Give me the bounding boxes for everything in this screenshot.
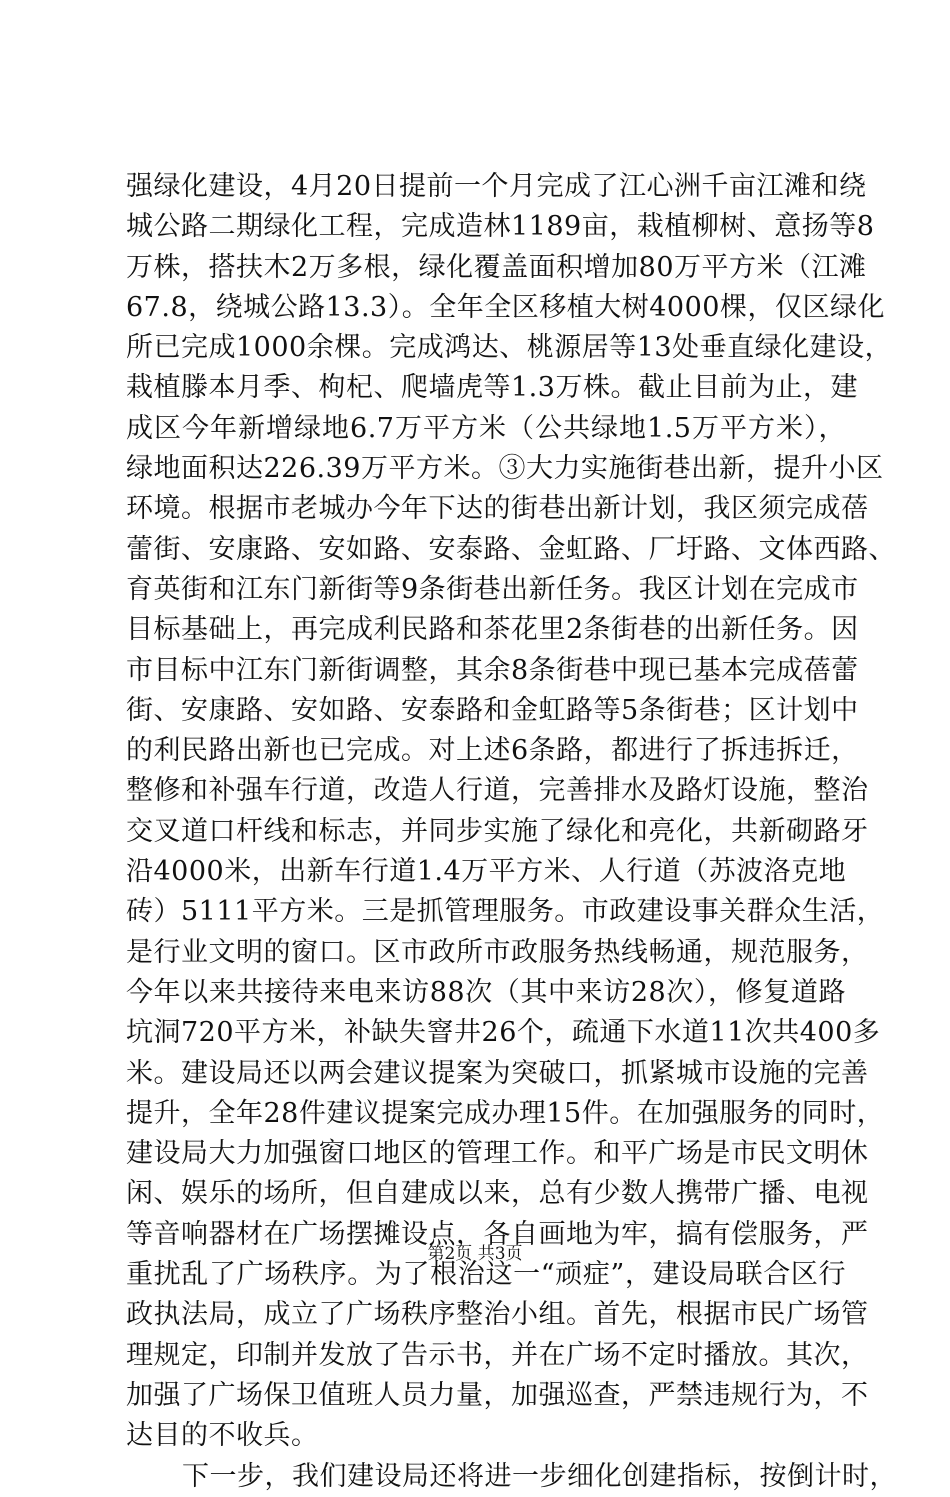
text-line: 所已完成1000余棵。完成鸿达、桃源居等13处垂直绿化建设， <box>126 332 893 364</box>
document-body <box>126 167 897 1497</box>
text-line: 沿4000米，出新车行道1.4万平方米、人行道（苏波洛克地 <box>126 856 847 888</box>
text-line: 整修和补强车行道，改造人行道，完善排水及路灯设施，整治 <box>126 775 869 807</box>
text-line: 街、安康路、安如路、安泰路和金虹路等5条街巷；区计划中 <box>126 694 859 726</box>
page-footer: 第2页 共3页 <box>427 1244 523 1264</box>
text-line: 城公路二期绿化工程，完成造林1189亩，栽植柳树、意扬等8 <box>126 211 875 243</box>
text-line: 提升，全年28件建议提案完成办理15件。在加强服务的同时， <box>126 1097 885 1129</box>
text-line: 67.8，绕城公路13.3）。全年全区移植大树4000棵，仅区绿化 <box>126 291 885 323</box>
text-line: 重扰乱了广场秩序。为了根治这一“顽症”，建设局联合区行 <box>126 1259 846 1291</box>
text-line: 育英街和江东门新街等9条街巷出新任务。我区计划在完成市 <box>126 573 859 605</box>
text-line: 环境。根据市老城办今年下达的街巷出新计划，我区须完成蓓 <box>126 493 869 525</box>
text-line: 成区今年新增绿地6.7万平方米（公共绿地1.5万平方米）， <box>126 412 846 444</box>
paragraph-end-line: 达目的不收兵。 <box>126 1420 319 1452</box>
text-line: 建设局大力加强窗口地区的管理工作。和平广场是市民文明休 <box>126 1138 869 1170</box>
text-line: 市目标中江东门新街调整，其余8条街巷中现已基本完成蓓蕾 <box>126 654 859 686</box>
text-line: 蕾街、安康路、安如路、安泰路、金虹路、厂圩路、文体西路、 <box>126 533 896 565</box>
text-line: 等音响器材在广场摆摊设点，各自画地为牢，搞有偿服务，严 <box>126 1218 869 1250</box>
text-line: 是行业文明的窗口。区市政所市政服务热线畅通，规范服务， <box>126 936 869 968</box>
text-line: 坑洞720平方米，补缺失窨井26个，疏通下水道11次共400多 <box>126 1017 881 1049</box>
text-line: 今年以来共接待来电来访88次（其中来访28次），修复道路 <box>126 976 846 1008</box>
text-line: 加强了广场保卫值班人员力量，加强巡查，严禁违规行为，不 <box>126 1379 869 1411</box>
text-line: 强绿化建设，4月20日提前一个月完成了江心洲千亩江滩和绕 <box>126 171 867 202</box>
text-line: 绿地面积达226.39万平方米。③大力实施街巷出新，提升小区 <box>126 453 884 485</box>
text-line: 闲、娱乐的场所，但自建成以来，总有少数人携带广播、电视 <box>126 1178 869 1210</box>
paragraph-start-line: 下一步，我们建设局还将进一步细化创建指标，按倒计时， <box>182 1460 897 1492</box>
text-line: 砖）5111平方米。三是抓管理服务。市政建设事关群众生活， <box>126 896 885 928</box>
text-line: 米。建设局还以两会建议提案为突破口，抓紧城市设施的完善 <box>126 1057 869 1089</box>
text-line: 交叉道口杆线和标志，并同步实施了绿化和亮化，共新砌路牙 <box>126 815 869 847</box>
text-line: 目标基础上，再完成利民路和茶花里2条街巷的出新任务。因 <box>126 614 859 646</box>
text-line: 的利民路出新也已完成。对上述6条路，都进行了拆违拆迁， <box>126 735 859 767</box>
text-line: 栽植滕本月季、枸杞、爬墙虎等1.3万株。截止目前为止，建 <box>126 372 858 404</box>
text-line: 政执法局，成立了广场秩序整治小组。首先，根据市民广场管 <box>126 1299 869 1331</box>
text-line: 理规定，印制并发放了告示书，并在广场不定时播放。其次， <box>126 1339 869 1371</box>
text-line: 万株，搭扶木2万多根，绿化覆盖面积增加80万平方米（江滩 <box>126 251 867 283</box>
